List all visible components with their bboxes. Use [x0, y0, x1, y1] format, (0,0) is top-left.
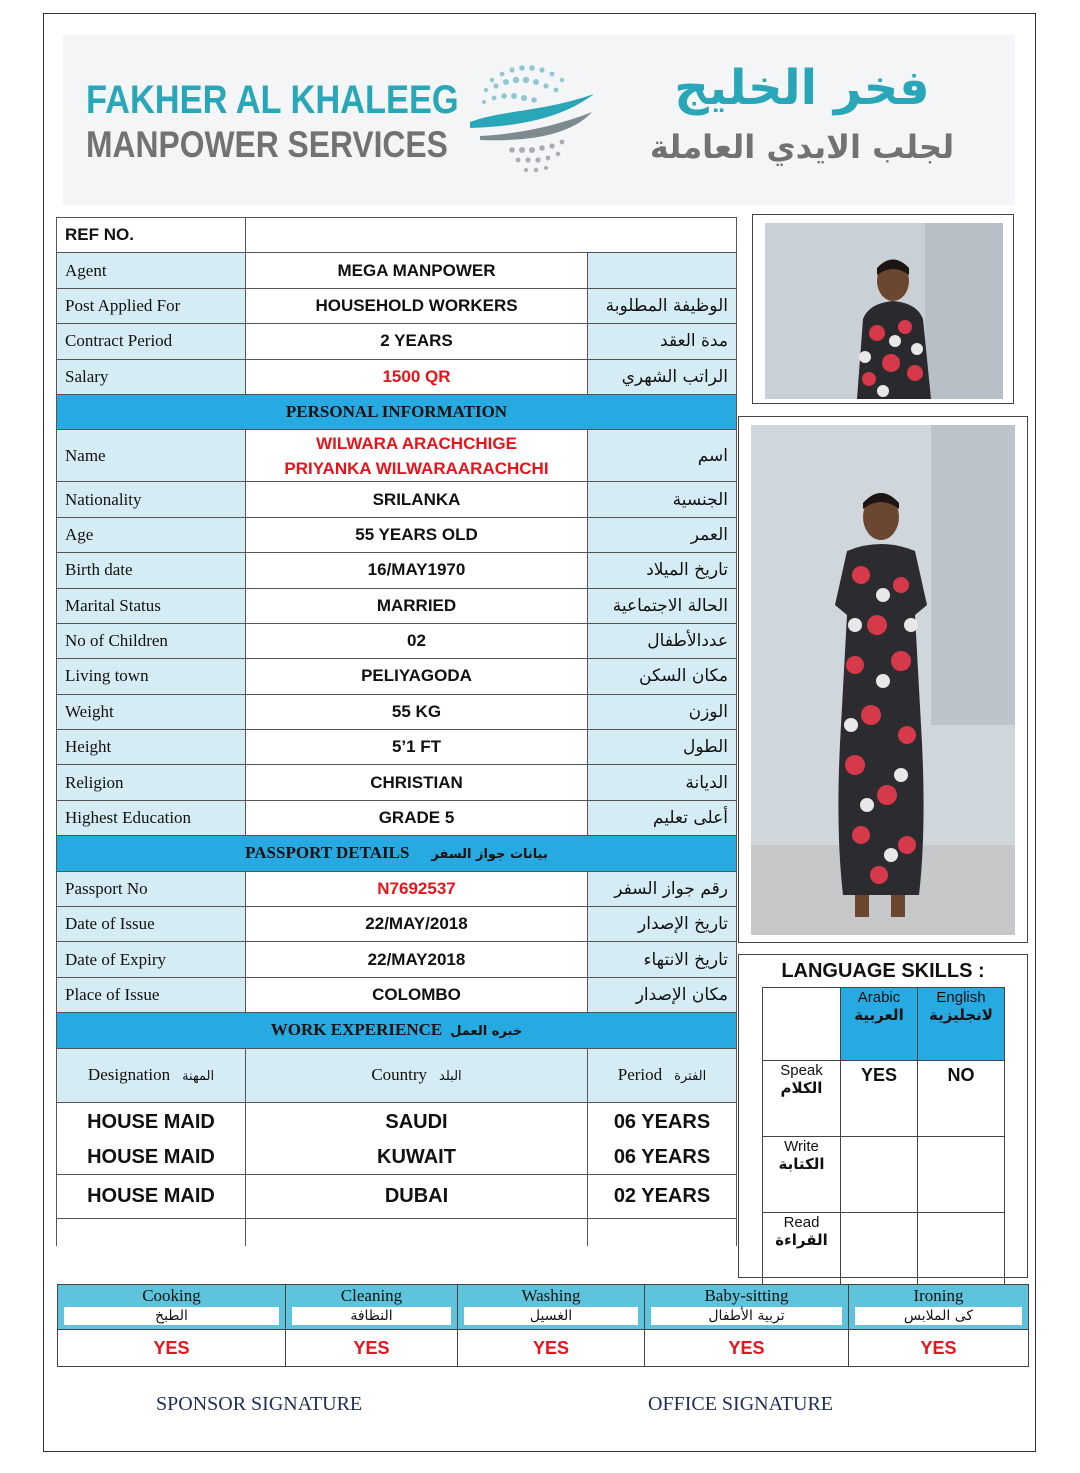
sponsor-signature-label: SPONSOR SIGNATURE [156, 1393, 363, 1415]
table-row [57, 942, 737, 977]
language-row [763, 1213, 1005, 1289]
experience-row [57, 1102, 737, 1142]
skill-header: Baby-sitting تربية الأطفال [645, 1285, 849, 1330]
section-passport-details [57, 836, 737, 871]
section-personal-information: PERSONAL INFORMATION [57, 394, 737, 429]
field-value: SRILANKA [246, 482, 588, 517]
skill-value: YES [458, 1330, 645, 1367]
language-header-row [763, 988, 1005, 1061]
full-body-photo [738, 416, 1028, 943]
passport-number-value: N7692537 [246, 871, 588, 906]
field-label: Passport No [57, 871, 246, 906]
field-value: MEGA MANPOWER [246, 253, 588, 288]
language-row [763, 1137, 1005, 1213]
field-label: Date of Expiry [57, 942, 246, 977]
field-value: COLOMBO [246, 977, 588, 1012]
agent-row [57, 253, 737, 288]
country-cell: DUBAI [246, 1174, 588, 1218]
name-row [57, 430, 737, 482]
field-label: Salary [57, 359, 246, 394]
field-label: Date of Issue [57, 907, 246, 942]
field-label: Birth date [57, 553, 246, 588]
ref-row [57, 218, 737, 253]
arabic-value: YES [841, 1061, 918, 1137]
brand-name: FAKHER AL KHALEEG [86, 78, 459, 122]
field-label-arabic: عددالأطفال [588, 623, 737, 658]
experience-row [57, 1142, 737, 1174]
field-value: 22/MAY/2018 [246, 907, 588, 942]
name-line-1: WILWARA ARACHCHIGE [316, 433, 517, 453]
field-value: 55 YEARS OLD [246, 517, 588, 552]
field-label-arabic: العمر [588, 517, 737, 552]
field-label: Living town [57, 659, 246, 694]
field-label-arabic: الطول [588, 730, 737, 765]
field-value: 02 [246, 623, 588, 658]
english-value [918, 1213, 1005, 1289]
field-label: Name [57, 430, 246, 482]
skill-value: YES [286, 1330, 458, 1367]
field-value: 16/MAY1970 [246, 553, 588, 588]
field-label: Religion [57, 765, 246, 800]
field-value: MARRIED [246, 588, 588, 623]
field-label-arabic: الجنسية [588, 482, 737, 517]
field-label: Highest Education [57, 800, 246, 835]
field-label-arabic: رقم جواز السفر [588, 871, 737, 906]
arabic-value [841, 1213, 918, 1289]
experience-header-row [57, 1048, 737, 1102]
salary-value: 1500 QR [246, 359, 588, 394]
row-label: Speak الكلام [763, 1061, 841, 1137]
ref-value [246, 218, 737, 253]
field-label-arabic [588, 253, 737, 288]
skills-header-row [58, 1285, 1029, 1330]
field-label: Place of Issue [57, 977, 246, 1012]
field-label-arabic: الوزن [588, 694, 737, 729]
skill-header: Cleaning النظافة [286, 1285, 458, 1330]
skill-header: Cooking الطبخ [58, 1285, 286, 1330]
table-row [57, 588, 737, 623]
person-photo-icon [765, 223, 1003, 399]
table-row [57, 977, 737, 1012]
section-title-arabic: بيانات جواز السفر [431, 847, 548, 863]
field-value: CHRISTIAN [246, 765, 588, 800]
field-value: PELIYAGODA [246, 659, 588, 694]
field-label-arabic: تاريخ الانتهاء [588, 942, 737, 977]
globe-dots-icon [462, 50, 602, 190]
field-label: Weight [57, 694, 246, 729]
biodata-table [56, 217, 737, 1246]
skills-value-row [58, 1330, 1029, 1367]
language-skills-title: LANGUAGE SKILLS : [781, 960, 985, 982]
field-label-arabic: مكان الإصدار [588, 977, 737, 1012]
field-value: 5’1 FT [246, 730, 588, 765]
field-label-arabic: مكان السكن [588, 659, 737, 694]
column-header-arabic: Arabic العربية [841, 988, 918, 1061]
name-line-2: PRIYANKA WILWARAARACHCHI [284, 458, 549, 478]
experience-row-empty [57, 1218, 737, 1246]
country-cell: SAUDI [246, 1102, 588, 1142]
table-row [57, 907, 737, 942]
country-cell: KUWAIT [246, 1142, 588, 1174]
arabic-value [841, 1137, 918, 1213]
table-row [57, 553, 737, 588]
skill-value: YES [645, 1330, 849, 1367]
field-label-arabic: تاريخ الإصدار [588, 907, 737, 942]
skill-value: YES [58, 1330, 286, 1367]
table-row [57, 871, 737, 906]
field-label: Age [57, 517, 246, 552]
row-label: Write الكتابة [763, 1137, 841, 1213]
experience-row [57, 1174, 737, 1218]
skills-table [57, 1284, 1029, 1367]
column-header-english: English لانجليزية [918, 988, 1005, 1061]
field-label: Post Applied For [57, 288, 246, 323]
field-label: Contract Period [57, 324, 246, 359]
english-value [918, 1137, 1005, 1213]
language-row [763, 1061, 1005, 1137]
field-label: Agent [57, 253, 246, 288]
column-header: Country البلد [246, 1048, 588, 1102]
field-label-arabic: الحالة الاجتماعية [588, 588, 737, 623]
field-label-arabic: الوظيفة المطلوبة [588, 288, 737, 323]
period-cell: 02 YEARS [588, 1174, 737, 1218]
table-row [57, 659, 737, 694]
field-value: HOUSEHOLD WORKERS [246, 288, 588, 323]
table-row [57, 730, 737, 765]
field-label-arabic: مدة العقد [588, 324, 737, 359]
section-title: PASSPORT DETAILS [245, 843, 410, 863]
field-label-arabic: الراتب الشهري [588, 359, 737, 394]
person-photo-icon [751, 425, 1015, 935]
language-table [762, 987, 1005, 1289]
brand-subtitle-arabic: لجلب الايدي العاملة [649, 128, 955, 166]
field-value: 2 YEARS [246, 324, 588, 359]
field-value: 22/MAY2018 [246, 942, 588, 977]
contract-row [57, 324, 737, 359]
post-row [57, 288, 737, 323]
period-cell: 06 YEARS [588, 1102, 737, 1142]
field-label: Nationality [57, 482, 246, 517]
ref-label: REF NO. [57, 218, 246, 253]
skill-header: Washing الغسيل [458, 1285, 645, 1330]
portrait-photo [752, 214, 1014, 404]
period-cell: 06 YEARS [588, 1142, 737, 1174]
salary-row [57, 359, 737, 394]
table-row [57, 694, 737, 729]
brand-subtitle: MANPOWER SERVICES [86, 124, 448, 165]
field-label-arabic: اسم [588, 430, 737, 482]
field-value: GRADE 5 [246, 800, 588, 835]
field-value: 55 KG [246, 694, 588, 729]
table-row [57, 482, 737, 517]
field-label: Marital Status [57, 588, 246, 623]
name-value [246, 430, 588, 482]
designation-cell: HOUSE MAID [57, 1142, 246, 1174]
row-label: Read القراءة [763, 1213, 841, 1289]
section-title-arabic: خبره العمل [450, 1024, 523, 1040]
section-title: WORK EXPERIENCE [270, 1020, 443, 1040]
skill-value: YES [849, 1330, 1029, 1367]
field-label: No of Children [57, 623, 246, 658]
column-header: Period الفترة [588, 1048, 737, 1102]
column-header: Designation المهنة [57, 1048, 246, 1102]
designation-cell: HOUSE MAID [57, 1174, 246, 1218]
field-label: Height [57, 730, 246, 765]
skill-header: Ironing كى الملابس [849, 1285, 1029, 1330]
table-row [57, 800, 737, 835]
field-label-arabic: الديانة [588, 765, 737, 800]
section-work-experience [57, 1013, 737, 1048]
table-row [57, 623, 737, 658]
designation-cell: HOUSE MAID [57, 1102, 246, 1142]
table-row [57, 517, 737, 552]
office-signature-label: OFFICE SIGNATURE [648, 1393, 834, 1415]
field-label-arabic: تاريخ الميلاد [588, 553, 737, 588]
table-row [57, 765, 737, 800]
english-value: NO [918, 1061, 1005, 1137]
brand-name-arabic: فخر الخليج [674, 60, 930, 116]
field-label-arabic: أعلى تعليم [588, 800, 737, 835]
